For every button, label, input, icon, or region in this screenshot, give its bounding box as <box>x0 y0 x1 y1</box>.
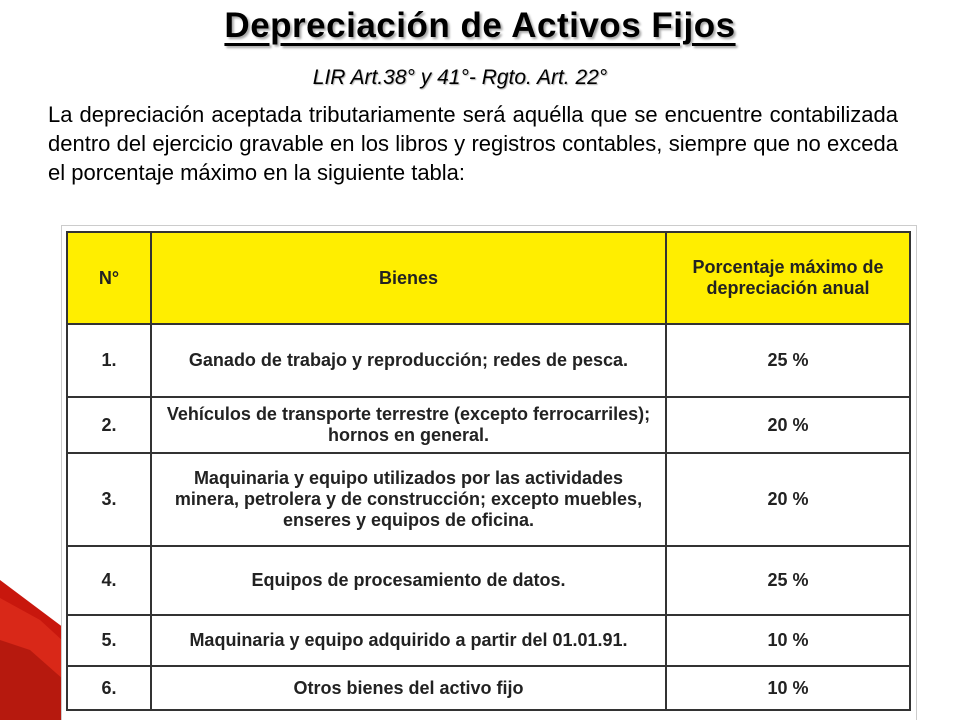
row-percentage: 25 % <box>666 324 910 397</box>
row-percentage: 10 % <box>666 666 910 710</box>
table-row <box>67 546 910 615</box>
table-row <box>67 666 910 710</box>
table-header-row <box>67 232 910 324</box>
row-number: 6. <box>67 666 151 710</box>
row-number: 2. <box>67 397 151 453</box>
header-percentage: Porcentaje máximo de depreciación anual <box>666 232 910 324</box>
row-bien: Ganado de trabajo y reproducción; redes de pesca. <box>151 324 666 397</box>
row-bien: Vehículos de transporte terrestre (excepto ferrocarriles); hornos en general. <box>151 397 666 453</box>
red-corner-decoration <box>0 580 64 720</box>
row-bien: Maquinaria y equipo utilizados por las actividades minera, petrolera y de construcción; excepto muebles, enseres y equipos de oficina. <box>151 453 666 546</box>
row-percentage: 10 % <box>666 615 910 666</box>
depreciation-table <box>66 231 911 711</box>
row-number: 3. <box>67 453 151 546</box>
table-row <box>67 615 910 666</box>
row-bien: Equipos de procesamiento de datos. <box>151 546 666 615</box>
table-row <box>67 453 910 546</box>
row-percentage: 20 % <box>666 453 910 546</box>
row-number: 1. <box>67 324 151 397</box>
intro-paragraph: La depreciación aceptada tributariamente será aquélla que se encuentre contabilizada dentro del ejercicio gravable en los libros y registros contables, siempre que no exceda el porcentaje máximo en la siguiente tabla: <box>48 102 898 185</box>
page-subtitle: LIR Art.38° y 41°- Rgto. Art. 22° <box>312 66 608 89</box>
row-percentage: 25 % <box>666 546 910 615</box>
page-title: Depreciación de Activos Fijos <box>224 6 736 45</box>
depreciation-table-container <box>62 226 916 720</box>
header-bienes: Bienes <box>151 232 666 324</box>
table-row <box>67 324 910 397</box>
row-percentage: 20 % <box>666 397 910 453</box>
row-bien: Maquinaria y equipo adquirido a partir del 01.01.91. <box>151 615 666 666</box>
row-bien: Otros bienes del activo fijo <box>151 666 666 710</box>
row-number: 5. <box>67 615 151 666</box>
table-row <box>67 397 910 453</box>
header-number: N° <box>67 232 151 324</box>
row-number: 4. <box>67 546 151 615</box>
